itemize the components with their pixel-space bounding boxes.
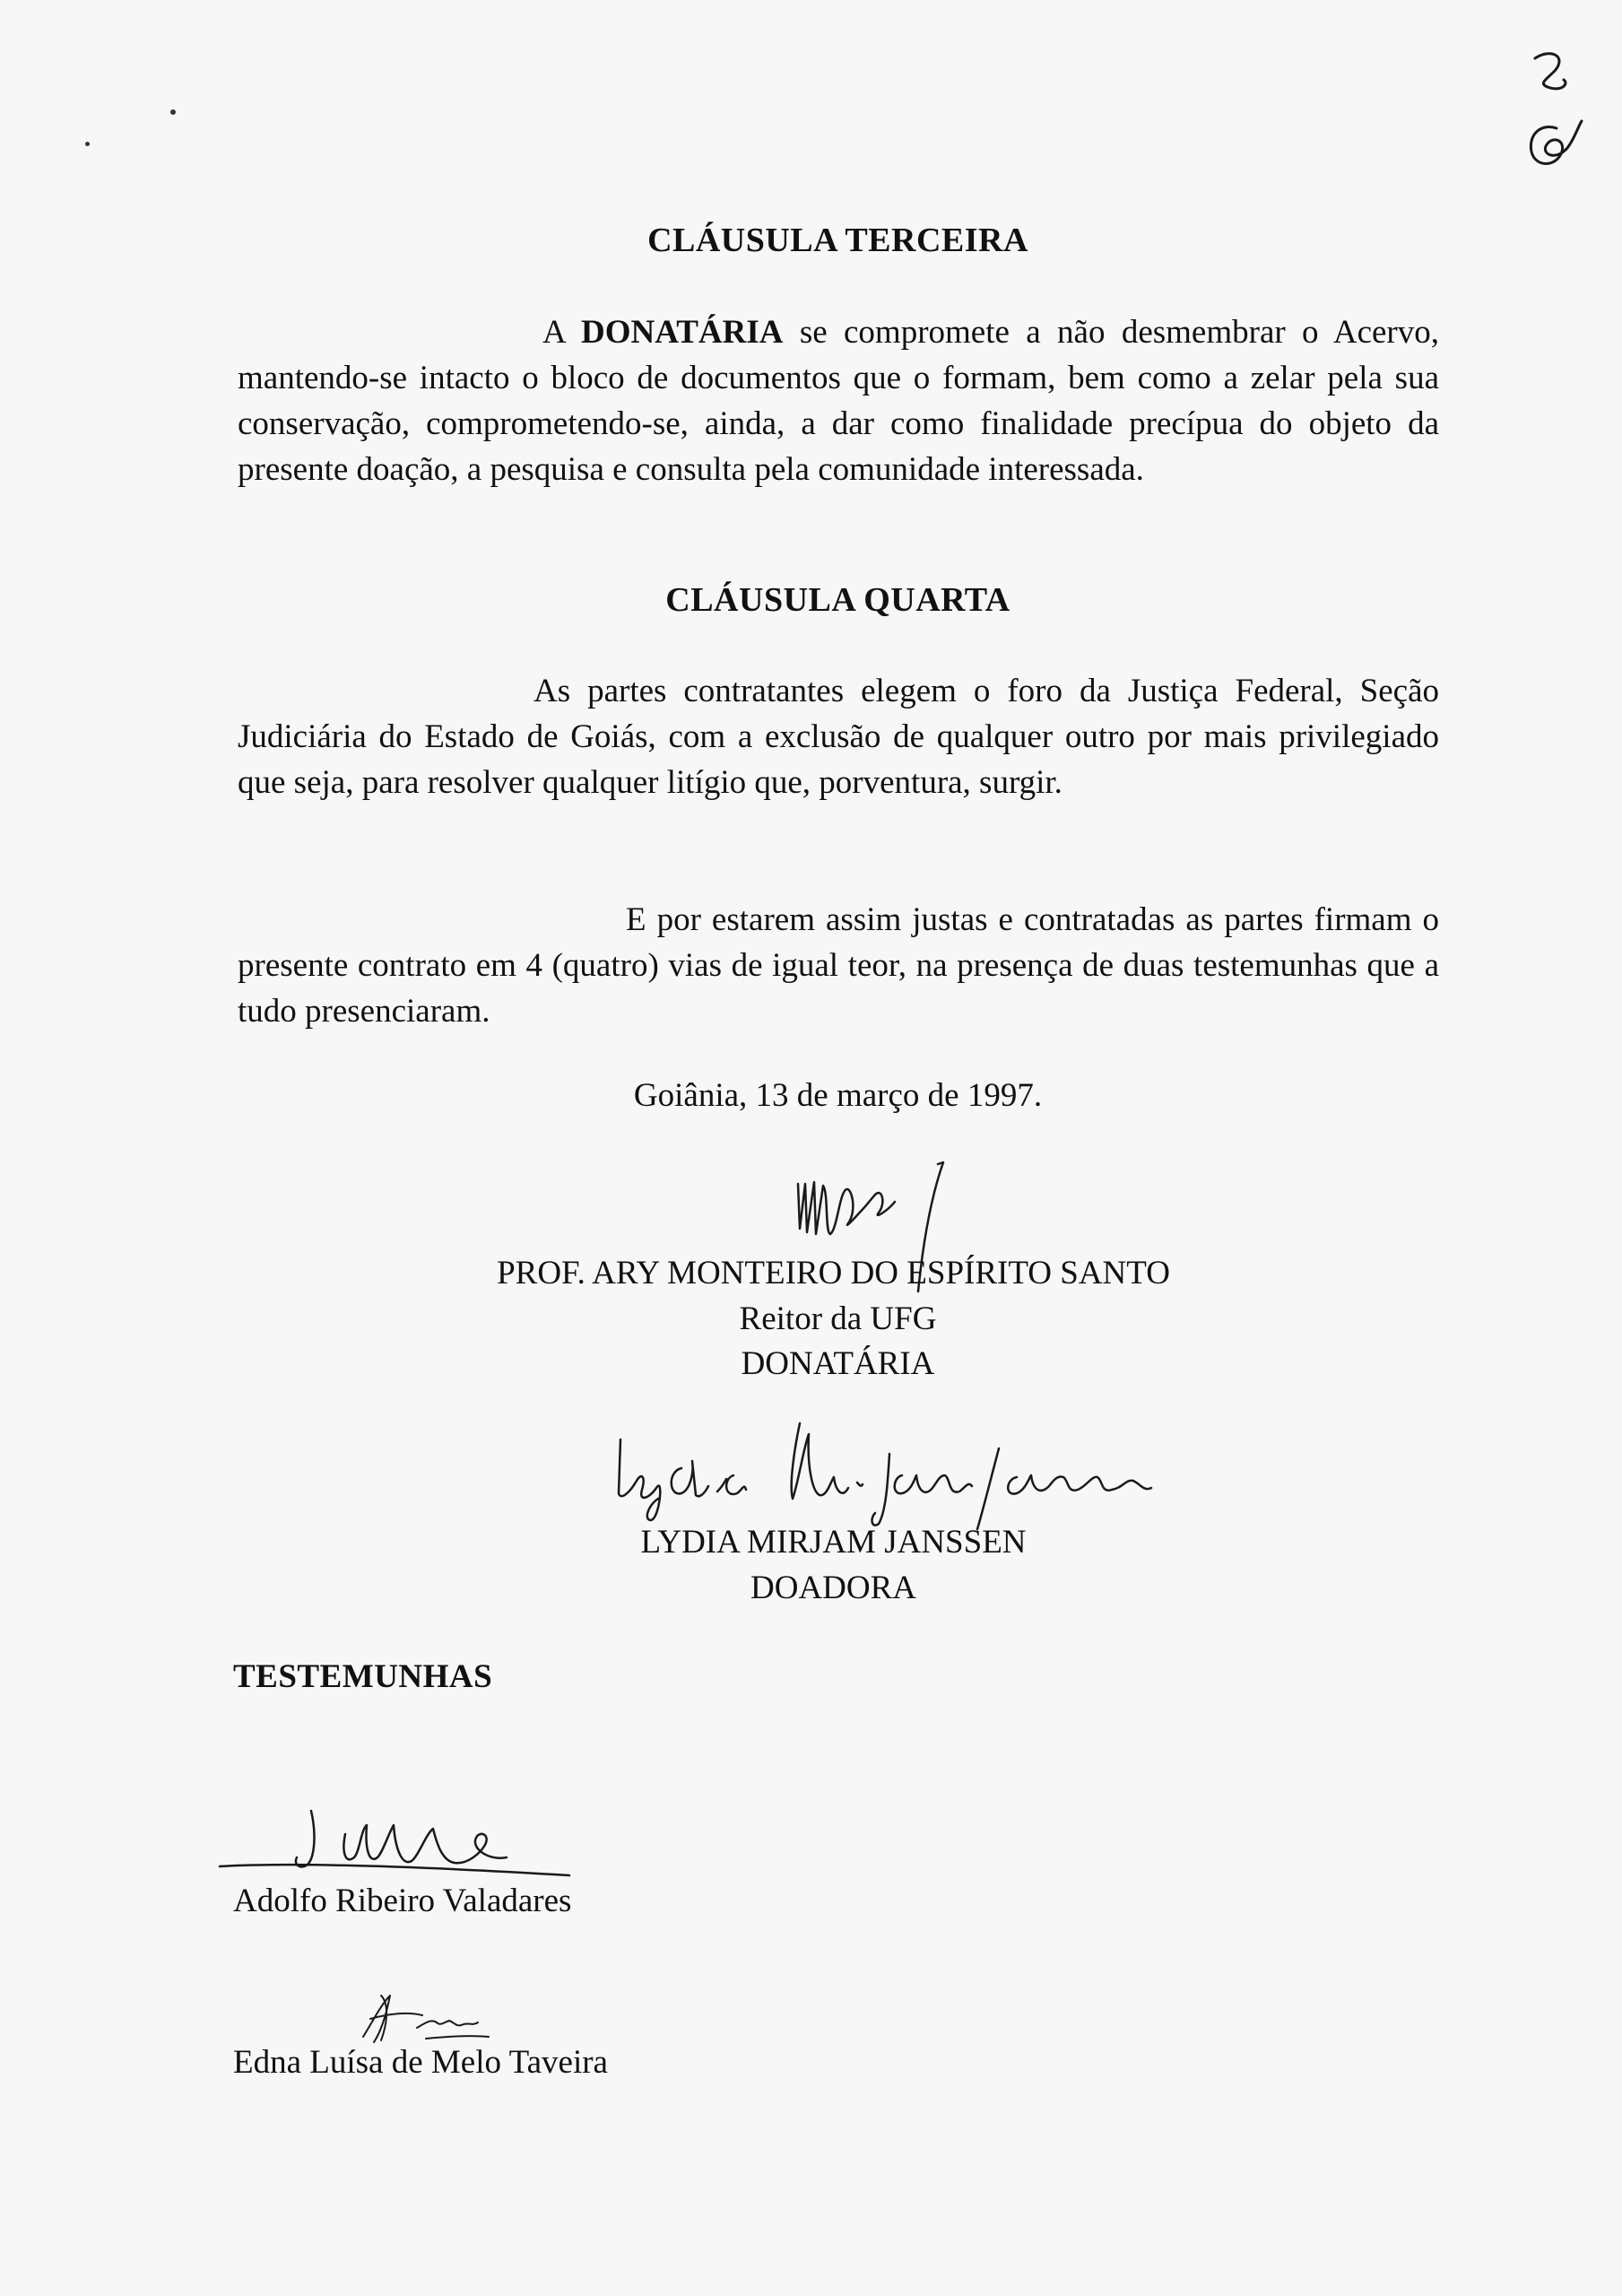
doadora-name: LYDIA MIRJAM JANSSEN [640, 1524, 1027, 1561]
witness-1-signature [211, 1798, 587, 1888]
place-date: Goiânia, 13 de março de 1997. [633, 1077, 1043, 1114]
donataria-role: DONATÁRIA [741, 1345, 935, 1382]
clause3-text: se compromete a não desmembrar o Acervo, mantendo-se intacto o bloco de documentos que o formam, bem como a zelar pela sua conservação, comprometendo-se, ainda, a dar como finalidade precípua do objeto da presente doação, a pesquisa e consulta pela comunidade interessada. [238, 314, 1439, 488]
donataria-title: Reitor da UFG [739, 1300, 937, 1337]
scan-speck [170, 109, 176, 115]
clause3-paragraph [238, 309, 1439, 492]
clause4-text: As partes contratantes elegem o foro da Justiça Federal, Seção Judiciária do Estado de Goiás, com a exclusão de qualquer outro por mais privilegiado que seja, para resolver qualquer litígio que, porventura, surgir. [238, 673, 1439, 801]
clause3-heading: CLÁUSULA TERCEIRA [647, 222, 1028, 259]
handwritten-page-number [1515, 40, 1596, 184]
scan-speck [85, 142, 90, 146]
doadora-role: DOADORA [750, 1570, 916, 1606]
donataria-name: PROF. ARY MONTEIRO DO ESPÍRITO SANTO [497, 1255, 1170, 1292]
closing-text: E por estarem assim justas e contratadas as partes firmam o presente contrato em 4 (quatro) vias de igual teor, na presença de duas testemunhas que a tudo presenciaram. [238, 901, 1439, 1030]
clause4-paragraph [238, 668, 1439, 805]
clause3-lead-bold: DONATÁRIA [581, 314, 784, 351]
witness-2-name: Edna Luísa de Melo Taveira [233, 2044, 608, 2081]
witness-1-name: Adolfo Ribeiro Valadares [233, 1883, 572, 1919]
clause3-lead: A [542, 314, 582, 351]
clause4-heading: CLÁUSULA QUARTA [665, 581, 1010, 619]
witnesses-heading: TESTEMUNHAS [233, 1658, 493, 1695]
closing-paragraph [238, 897, 1439, 1034]
